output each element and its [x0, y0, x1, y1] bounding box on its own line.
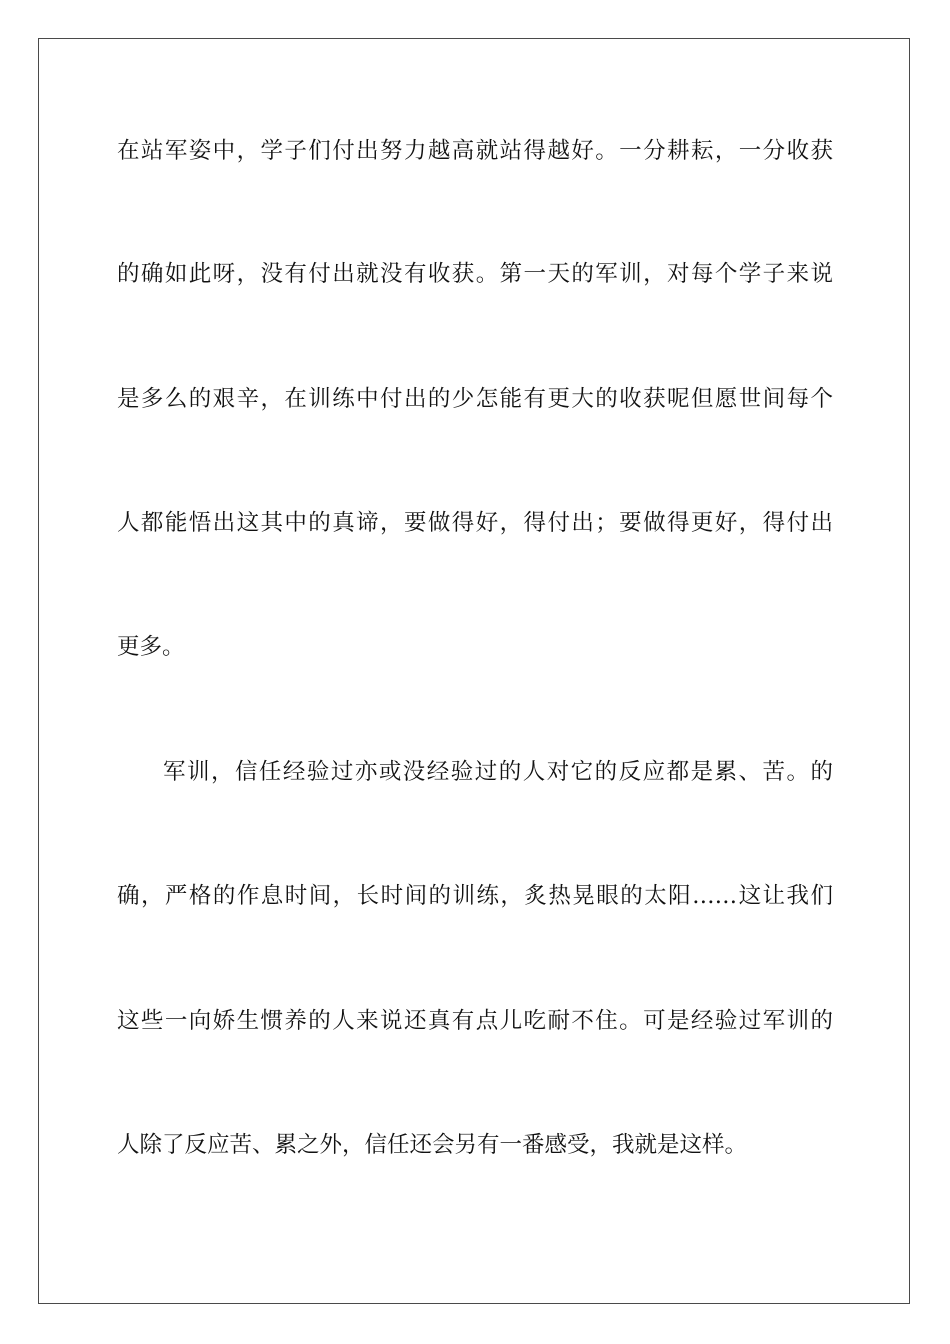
paragraph-2-line-2: 确，严格的作息时间，长时间的训练，炙热晃眼的太阳……这让我们	[117, 883, 833, 909]
paragraph-1-line-4: 人都能悟出这其中的真谛，要做得好，得付出；要做得更好，得付出	[117, 510, 833, 536]
paragraph-2-line-1: 军训，信任经验过亦或没经验过的人对它的反应都是累、苦。的	[163, 759, 833, 785]
paragraph-1-line-3: 是多么的艰辛，在训练中付出的少怎能有更大的收获呢但愿世间每个	[117, 386, 833, 412]
paragraph-1-line-5: 更多。	[117, 634, 185, 660]
page-border	[38, 38, 910, 1304]
paragraph-2-line-3: 这些一向娇生惯养的人来说还真有点儿吃耐不住。可是经验过军训的	[117, 1008, 833, 1034]
paragraph-1-line-2: 的确如此呀，没有付出就没有收获。第一天的军训，对每个学子来说	[117, 261, 833, 287]
paragraph-2-line-4: 人除了反应苦、累之外，信任还会另有一番感受，我就是这样。	[117, 1132, 748, 1158]
paragraph-1-line-1: 在站军姿中，学子们付出努力越高就站得越好。一分耕耘，一分收获	[117, 138, 833, 164]
